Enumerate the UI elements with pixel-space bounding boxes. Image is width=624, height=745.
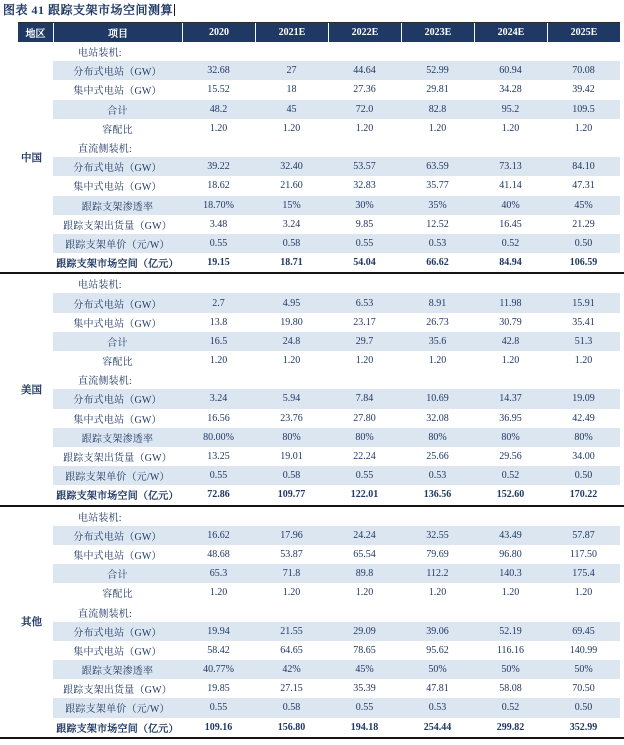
figure-caption: 图表 41 跟踪支架市场空间测算 (3, 3, 174, 17)
cell-value: 60.94 (474, 61, 547, 80)
cell-value: 0.52 (474, 466, 547, 485)
cell-value: 23.76 (280, 412, 303, 424)
cell-value: 80% (547, 428, 620, 447)
region-label: 其他 (21, 617, 42, 629)
cell-value: 41.14 (499, 180, 522, 192)
cell-value: 8.91 (401, 293, 474, 312)
cell-value: 16.5 (182, 332, 255, 351)
cell-value: 63.59 (401, 157, 474, 176)
cell-value: 52.19 (474, 622, 547, 641)
cell-value: 79.69 (426, 548, 449, 560)
cell-value: 1.20 (282, 355, 301, 367)
cell-value: 39.06 (401, 622, 474, 641)
cell-value: 52.99 (401, 61, 474, 80)
table-header-row (18, 22, 620, 42)
cell-value: 80% (255, 428, 328, 447)
row-label: 集中式电站（GW） (73, 86, 162, 98)
cell-value: 27.80 (353, 412, 376, 424)
cell-value: 29.7 (328, 332, 401, 351)
cell-value (401, 138, 474, 157)
cell-value: 44.64 (328, 61, 401, 80)
cell-value: 21.55 (255, 622, 328, 641)
cell-value (401, 42, 474, 61)
cell-value: 53.87 (280, 548, 303, 560)
cell-value: 14.37 (474, 389, 547, 408)
cell-value: 17.96 (255, 526, 328, 545)
cell-value: 0.55 (328, 698, 401, 717)
row-label: 分布式电站（GW） (53, 61, 182, 80)
cell-value (401, 507, 474, 526)
cell-value (182, 370, 255, 389)
cell-value: 70.50 (572, 683, 595, 695)
header-cell-4: 2022E (328, 23, 401, 42)
cell-value: 0.55 (182, 466, 255, 485)
header-cell-2: 2020 (182, 23, 255, 42)
cell-value: 30.79 (499, 316, 522, 328)
cell-value (401, 274, 474, 293)
cell-value: 0.50 (547, 698, 620, 717)
cell-value: 1.20 (282, 122, 301, 134)
cell-value: 175.4 (547, 564, 620, 583)
cell-value (328, 138, 401, 157)
cell-value: 35% (401, 196, 474, 215)
region-section (0, 274, 624, 506)
cell-value: 80% (474, 428, 547, 447)
cell-value: 1.20 (501, 122, 520, 134)
header-cell-6: 2024E (474, 23, 547, 42)
cell-value: 1.20 (501, 355, 520, 367)
cell-value: 299.82 (496, 721, 525, 733)
cell-value (328, 370, 401, 389)
cell-value: 109.77 (277, 489, 306, 501)
category-row-label: 电站装机: (78, 512, 122, 524)
cell-value: 3.48 (209, 218, 228, 230)
cell-value: 0.55 (328, 466, 401, 485)
cell-value (474, 274, 547, 293)
cell-value: 32.68 (182, 61, 255, 80)
text-cursor-icon (174, 4, 175, 16)
cell-value: 1.20 (428, 122, 447, 134)
cell-value (255, 274, 328, 293)
cell-value: 16.56 (207, 412, 230, 424)
cell-value: 80% (401, 428, 474, 447)
cell-value: 13.8 (209, 316, 228, 328)
cell-value: 4.95 (255, 293, 328, 312)
cell-value: 50% (474, 660, 547, 679)
cell-value: 19.09 (547, 389, 620, 408)
cell-value: 2.7 (182, 293, 255, 312)
cell-value: 35.6 (401, 332, 474, 351)
cell-value: 136.56 (423, 489, 452, 501)
cell-value (182, 42, 255, 61)
row-label: 合计 (53, 564, 182, 583)
cell-value: 15% (255, 196, 328, 215)
cell-value (401, 370, 474, 389)
row-label: 跟踪支架单价（元/W） (53, 698, 182, 717)
row-label: 跟踪支架出货量（GW） (63, 453, 172, 465)
cell-value: 82.8 (401, 100, 474, 119)
figure-title-row (3, 1, 175, 17)
cell-value (474, 138, 547, 157)
row-label: 跟踪支架渗透率 (53, 660, 182, 679)
market-size-table (0, 22, 624, 739)
cell-value: 18.70% (182, 196, 255, 215)
cell-value: 1.20 (428, 355, 447, 367)
cell-value: 3.24 (182, 389, 255, 408)
cell-value (401, 602, 474, 621)
row-label: 集中式电站（GW） (73, 182, 162, 194)
header-cell-7: 2025E (547, 23, 620, 42)
cell-value: 27.15 (280, 683, 303, 695)
cell-value (255, 370, 328, 389)
cell-value: 32.55 (401, 526, 474, 545)
row-label: 合计 (53, 332, 182, 351)
region-label: 中国 (21, 152, 42, 164)
cell-value: 16.62 (182, 526, 255, 545)
cell-value: 19.15 (207, 257, 230, 269)
cell-value: 89.8 (328, 564, 401, 583)
category-row-label: 电站装机: (78, 48, 122, 60)
cell-value (182, 507, 255, 526)
cell-value (255, 42, 328, 61)
cell-value: 58.08 (499, 683, 522, 695)
table-body (0, 42, 624, 739)
cell-value: 0.53 (401, 466, 474, 485)
cell-value: 51.3 (547, 332, 620, 351)
cell-value: 29.56 (499, 451, 522, 463)
cell-value: 1.20 (209, 587, 228, 599)
cell-value (474, 370, 547, 389)
cell-value (474, 602, 547, 621)
cell-value: 23.17 (353, 316, 376, 328)
cell-value: 29.81 (426, 84, 449, 96)
cell-value: 18.71 (280, 257, 303, 269)
cell-value: 112.2 (401, 564, 474, 583)
cell-value: 109.16 (204, 721, 233, 733)
cell-value (182, 138, 255, 157)
cell-value: 84.94 (499, 257, 522, 269)
cell-value: 9.85 (355, 218, 374, 230)
cell-value: 122.01 (350, 489, 379, 501)
cell-value: 156.80 (277, 721, 306, 733)
cell-value: 10.69 (401, 389, 474, 408)
cell-value: 48.2 (182, 100, 255, 119)
cell-value: 70.08 (547, 61, 620, 80)
cell-value: 45 (255, 100, 328, 119)
cell-value: 42.49 (572, 412, 595, 424)
row-label: 分布式电站（GW） (53, 293, 182, 312)
cell-value: 42% (255, 660, 328, 679)
row-label: 容配比 (102, 124, 133, 136)
header-cell-5: 2023E (401, 23, 474, 42)
row-label: 合计 (53, 100, 182, 119)
cell-value: 50% (547, 660, 620, 679)
cell-value: 0.55 (182, 234, 255, 253)
cell-value: 106.59 (569, 257, 598, 269)
cell-value: 35.77 (426, 180, 449, 192)
cell-value: 39.22 (182, 157, 255, 176)
cell-value (547, 602, 620, 621)
cell-value: 11.98 (474, 293, 547, 312)
cell-value: 19.85 (207, 683, 230, 695)
row-label: 集中式电站（GW） (73, 550, 162, 562)
cell-value: 1.20 (574, 355, 593, 367)
cell-value: 29.09 (328, 622, 401, 641)
cell-value: 15.91 (547, 293, 620, 312)
row-label: 容配比 (102, 589, 133, 601)
cell-value: 57.87 (547, 526, 620, 545)
cell-value: 140.99 (569, 644, 598, 656)
row-label: 跟踪支架市场空间（亿元） (56, 723, 179, 735)
cell-value: 19.01 (280, 451, 303, 463)
cell-value (547, 138, 620, 157)
cell-value: 0.53 (401, 698, 474, 717)
category-row-label: 直流侧装机: (78, 144, 132, 156)
row-label: 集中式电站（GW） (73, 318, 162, 330)
category-row-label: 电站装机: (78, 280, 122, 292)
cell-value: 3.24 (282, 218, 301, 230)
cell-value (328, 602, 401, 621)
header-cell-3: 2021E (255, 23, 328, 42)
cell-value: 1.20 (355, 122, 374, 134)
row-label: 跟踪支架单价（元/W） (53, 466, 182, 485)
cell-value: 32.40 (255, 157, 328, 176)
cell-value: 32.83 (353, 180, 376, 192)
cell-value: 47.81 (426, 683, 449, 695)
header-cell-1: 项目 (53, 23, 182, 42)
cell-value: 84.10 (547, 157, 620, 176)
row-label: 跟踪支架市场空间（亿元） (56, 491, 179, 503)
cell-value: 24.24 (328, 526, 401, 545)
cell-value (474, 42, 547, 61)
cell-value: 0.52 (474, 698, 547, 717)
cell-value: 27 (255, 61, 328, 80)
cell-value: 45% (547, 196, 620, 215)
cell-value: 40.77% (182, 660, 255, 679)
cell-value: 18 (286, 84, 297, 96)
row-label: 跟踪支架渗透率 (53, 196, 182, 215)
cell-value: 6.53 (328, 293, 401, 312)
cell-value: 0.53 (401, 234, 474, 253)
cell-value: 0.50 (547, 466, 620, 485)
cell-value: 1.20 (428, 587, 447, 599)
cell-value: 117.50 (569, 548, 598, 560)
cell-value: 78.65 (353, 644, 376, 656)
cell-value: 16.45 (499, 218, 522, 230)
cell-value: 1.20 (574, 122, 593, 134)
cell-value: 19.80 (280, 316, 303, 328)
cell-value: 109.5 (547, 100, 620, 119)
cell-value: 18.62 (207, 180, 230, 192)
cell-value: 116.16 (496, 644, 525, 656)
cell-value: 152.60 (496, 489, 525, 501)
cell-value: 34.00 (572, 451, 595, 463)
cell-value: 0.58 (255, 234, 328, 253)
cell-value: 21.60 (280, 180, 303, 192)
cell-value: 13.25 (207, 451, 230, 463)
cell-value: 48.68 (207, 548, 230, 560)
cell-value: 170.22 (569, 489, 598, 501)
cell-value: 53.57 (328, 157, 401, 176)
cell-value: 58.42 (207, 644, 230, 656)
cell-value (255, 507, 328, 526)
cell-value: 194.18 (350, 721, 379, 733)
cell-value: 26.73 (426, 316, 449, 328)
cell-value (182, 602, 255, 621)
cell-value: 35.39 (353, 683, 376, 695)
cell-value: 1.20 (501, 587, 520, 599)
cell-value: 47.31 (572, 180, 595, 192)
category-row-label: 直流侧装机: (78, 376, 132, 388)
cell-value: 1.20 (209, 122, 228, 134)
cell-value (547, 42, 620, 61)
cell-value: 0.50 (547, 234, 620, 253)
row-label: 跟踪支架出货量（GW） (63, 685, 172, 697)
region-label: 美国 (21, 384, 42, 396)
cell-value: 1.20 (209, 355, 228, 367)
cell-value: 40% (474, 196, 547, 215)
cell-value: 66.62 (426, 257, 449, 269)
cell-value: 0.55 (328, 234, 401, 253)
row-label: 跟踪支架渗透率 (53, 428, 182, 447)
cell-value: 24.8 (255, 332, 328, 351)
row-label: 集中式电站（GW） (73, 414, 162, 426)
cell-value: 95.2 (474, 100, 547, 119)
cell-value (255, 602, 328, 621)
cell-value: 71.8 (255, 564, 328, 583)
cell-value (255, 138, 328, 157)
cell-value: 1.20 (355, 355, 374, 367)
cell-value: 65.3 (182, 564, 255, 583)
cell-value: 69.45 (547, 622, 620, 641)
cell-value (328, 507, 401, 526)
cell-value: 39.42 (572, 84, 595, 96)
cell-value: 0.58 (255, 698, 328, 717)
cell-value: 19.94 (182, 622, 255, 641)
cell-value: 95.62 (426, 644, 449, 656)
cell-value: 352.99 (569, 721, 598, 733)
cell-value: 15.52 (207, 84, 230, 96)
row-label: 容配比 (102, 357, 133, 369)
cell-value: 36.95 (499, 412, 522, 424)
cell-value (182, 274, 255, 293)
cell-value: 72.0 (328, 100, 401, 119)
row-label: 分布式电站（GW） (53, 526, 182, 545)
cell-value: 34.28 (499, 84, 522, 96)
cell-value: 96.80 (499, 548, 522, 560)
cell-value: 1.20 (282, 587, 301, 599)
row-label: 集中式电站（GW） (73, 646, 162, 658)
cell-value (328, 274, 401, 293)
cell-value: 254.44 (423, 721, 452, 733)
cell-value: 35.41 (572, 316, 595, 328)
cell-value: 64.65 (280, 644, 303, 656)
row-label: 跟踪支架出货量（GW） (63, 220, 172, 232)
row-label: 跟踪支架单价（元/W） (53, 234, 182, 253)
cell-value: 65.54 (353, 548, 376, 560)
row-label: 分布式电站（GW） (53, 157, 182, 176)
category-row-label: 直流侧装机: (78, 608, 132, 620)
row-label: 跟踪支架市场空间（亿元） (56, 259, 179, 271)
cell-value (547, 370, 620, 389)
cell-value: 0.58 (255, 466, 328, 485)
cell-value: 27.36 (353, 84, 376, 96)
cell-value: 140.3 (474, 564, 547, 583)
cell-value: 1.20 (355, 587, 374, 599)
cell-value: 42.8 (474, 332, 547, 351)
cell-value: 32.08 (426, 412, 449, 424)
cell-value: 50% (401, 660, 474, 679)
cell-value: 45% (328, 660, 401, 679)
row-label: 分布式电站（GW） (53, 389, 182, 408)
cell-value: 54.04 (353, 257, 376, 269)
cell-value: 22.24 (353, 451, 376, 463)
region-section (0, 507, 624, 739)
cell-value (328, 42, 401, 61)
cell-value: 0.55 (182, 698, 255, 717)
row-label: 分布式电站（GW） (53, 622, 182, 641)
cell-value: 0.52 (474, 234, 547, 253)
cell-value: 5.94 (255, 389, 328, 408)
cell-value: 43.49 (474, 526, 547, 545)
cell-value (547, 507, 620, 526)
cell-value: 80% (328, 428, 401, 447)
region-section (0, 42, 624, 274)
header-cell-0: 地区 (25, 29, 46, 40)
cell-value: 21.29 (572, 218, 595, 230)
cell-value: 30% (328, 196, 401, 215)
cell-value: 25.66 (426, 451, 449, 463)
cell-value: 80.00% (182, 428, 255, 447)
cell-value (547, 274, 620, 293)
cell-value: 1.20 (574, 587, 593, 599)
cell-value: 72.86 (207, 489, 230, 501)
cell-value (474, 507, 547, 526)
cell-value: 7.84 (328, 389, 401, 408)
cell-value: 73.13 (474, 157, 547, 176)
cell-value: 12.52 (426, 218, 449, 230)
